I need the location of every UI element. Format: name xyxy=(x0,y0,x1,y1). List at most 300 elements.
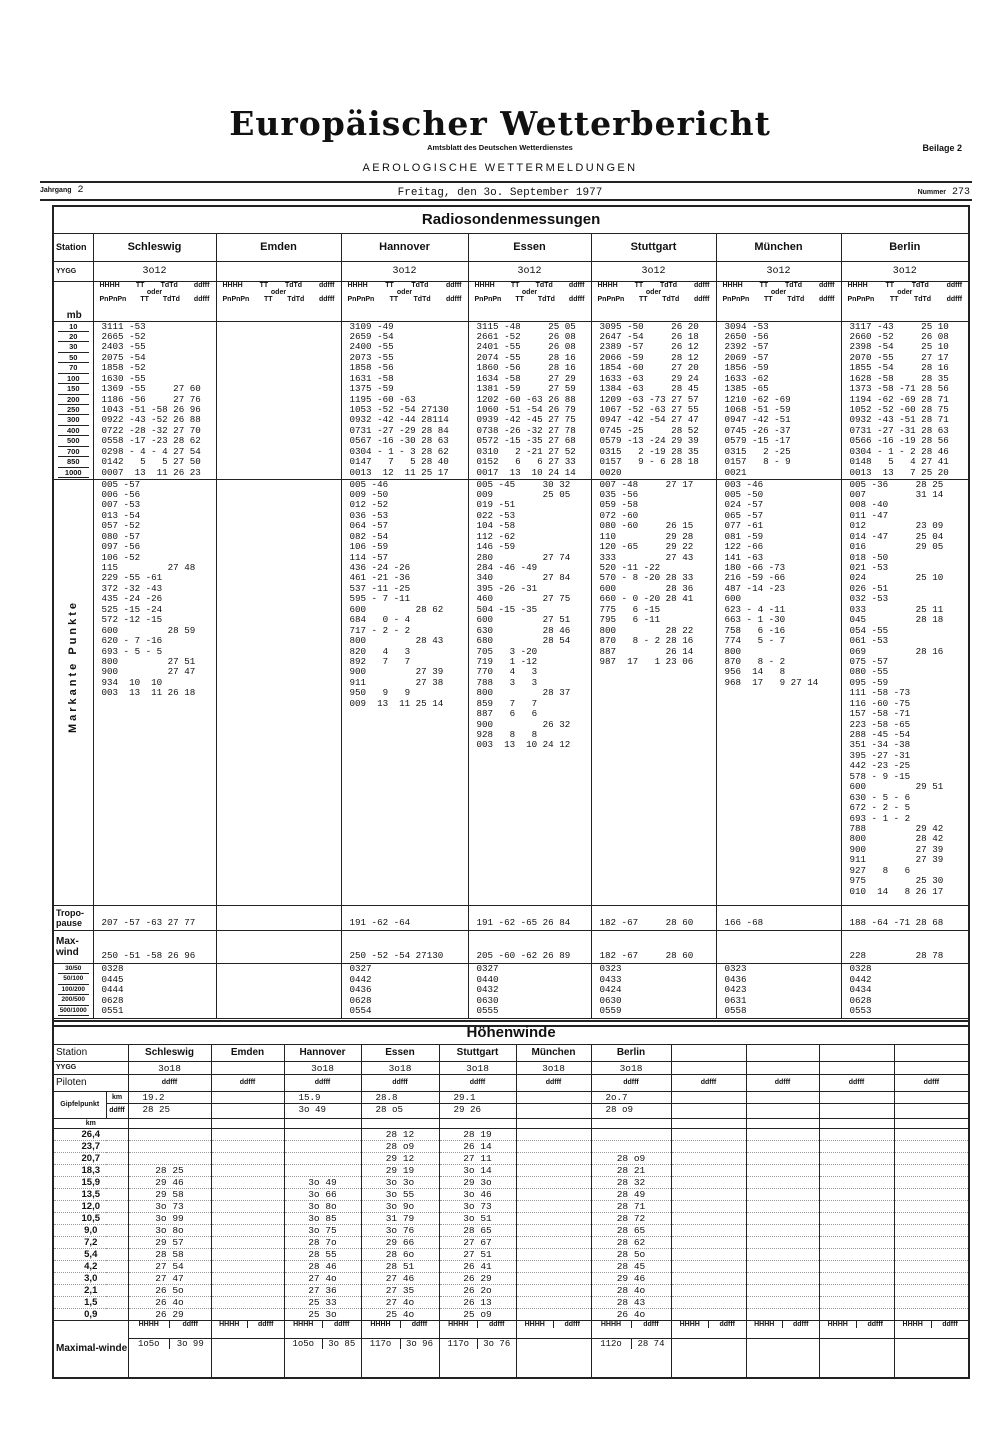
column-code: TT xyxy=(515,295,524,303)
upper-winds-table xyxy=(52,1020,970,1379)
standard-level-row: 0152 6 6 27 33 xyxy=(476,456,576,468)
yygg-label: YYGG xyxy=(53,261,93,281)
wind-value xyxy=(746,1260,819,1272)
significant-point-row: 900 27 47 xyxy=(101,666,196,678)
significant-point-row: 009 25 05 xyxy=(476,488,571,500)
wind-level-label: 2,1 xyxy=(53,1284,128,1296)
station-yygg xyxy=(671,1061,746,1074)
wind-value xyxy=(746,1140,819,1152)
column-header-row xyxy=(469,282,591,289)
standard-level-row: 1202 -60 -63 26 88 xyxy=(476,393,576,405)
wind-value xyxy=(746,1272,819,1284)
standard-level-row: 0142 5 5 27 50 xyxy=(101,456,201,468)
oder-label: oder xyxy=(146,288,163,296)
wind-value xyxy=(516,1212,591,1224)
maxwind-values xyxy=(591,1338,671,1378)
shear-value: 0553 xyxy=(849,1005,872,1016)
wind-value xyxy=(516,1272,591,1284)
upper-winds-title: Höhenwinde xyxy=(53,1021,969,1044)
significant-point-row: 003 13 11 26 18 xyxy=(101,687,196,699)
wind-value: 26 41 xyxy=(439,1260,516,1272)
wind-level-label: 18,3 xyxy=(53,1164,128,1176)
standard-level-row: 1375 -59 xyxy=(349,383,394,395)
wind-level-label: 7,2 xyxy=(53,1236,128,1248)
significant-point-row: 003 -46 xyxy=(724,478,764,490)
station-name: Essen xyxy=(468,233,591,261)
column-header xyxy=(341,281,468,321)
maxwind-value: 250 -52 -54 27130 xyxy=(341,931,468,964)
issue-date: Freitag, den 3o. September 1977 xyxy=(397,187,603,199)
hhhh-label: HHHH xyxy=(129,1321,171,1328)
standard-levels xyxy=(341,321,468,479)
station-name: Emden xyxy=(211,1044,284,1061)
wind-value: 3o 8o xyxy=(128,1224,211,1236)
summit-km: 2o.7 xyxy=(591,1091,671,1103)
wind-value: 28 45 xyxy=(591,1260,671,1272)
shear-value: 0440 xyxy=(476,973,499,985)
wind-level-label: 4,2 xyxy=(53,1260,128,1272)
standard-level-row: 0157 8 - 9 xyxy=(724,456,791,468)
maxwind-header-split xyxy=(747,1321,819,1328)
maxwind-header-split xyxy=(362,1321,439,1328)
standard-level-row: 1060 -51 -54 26 79 xyxy=(476,404,576,415)
wind-value: 29 66 xyxy=(361,1236,439,1248)
oder-label: oder xyxy=(521,288,538,296)
column-header-row xyxy=(94,296,216,303)
wind-value: 3o 51 xyxy=(439,1212,516,1224)
wind-value xyxy=(211,1248,284,1260)
wind-level-label: 9,0 xyxy=(53,1224,128,1236)
hhhh-label: HHHH xyxy=(362,1321,401,1328)
significant-point-row: 758 6 -16 xyxy=(724,624,786,636)
significant-point-row: 229 -55 -61 xyxy=(101,572,163,584)
significant-point-row: 080 -57 xyxy=(101,530,141,542)
shear-value: 0630 xyxy=(599,994,622,1006)
significant-stack xyxy=(94,480,216,699)
standard-level-row: 1385 -65 xyxy=(724,383,769,395)
wind-value xyxy=(516,1152,591,1164)
wind-level-label: 0,9 xyxy=(53,1308,128,1320)
wind-value: 29 12 xyxy=(361,1152,439,1164)
wind-value: 28 65 xyxy=(439,1224,516,1236)
wind-value xyxy=(671,1188,746,1200)
standard-level-row: 1043 -51 -58 26 96 xyxy=(101,404,201,415)
wind-value: 31 79 xyxy=(361,1212,439,1224)
wind-value xyxy=(211,1236,284,1248)
maxwind-height: 1o5o xyxy=(285,1339,324,1349)
standard-level-row: 1634 -58 27 29 xyxy=(476,372,576,384)
wind-level-row xyxy=(53,1248,969,1260)
wind-level-row xyxy=(53,1200,969,1212)
column-code: ddfff xyxy=(318,295,335,303)
report-title: Europäischer Wetterbericht xyxy=(229,104,771,143)
significant-point-row: 122 -66 xyxy=(724,541,764,553)
significant-point-row: 934 10 10 xyxy=(101,676,163,688)
standard-level-row: 0017 13 10 24 14 xyxy=(476,466,576,478)
station-yygg xyxy=(211,1061,284,1074)
wind-value: 28 49 xyxy=(591,1188,671,1200)
ddfff-label: ddfff xyxy=(516,1074,591,1091)
column-header xyxy=(591,281,716,321)
shear-value: 0434 xyxy=(849,984,872,995)
station-name: Stuttgart xyxy=(439,1044,516,1061)
significant-point-row: 911 27 39 xyxy=(849,854,944,866)
wind-value: 3o 8o xyxy=(284,1200,361,1212)
summit-ddfff xyxy=(894,1103,969,1118)
station-name: München xyxy=(716,233,841,261)
station-yygg: 3o18 xyxy=(516,1061,591,1074)
significant-point-row: 036 -53 xyxy=(349,509,389,521)
shear-value: 0551 xyxy=(101,1005,124,1016)
ddfff-label: ddfff xyxy=(591,1074,671,1091)
pressure-level: 100 xyxy=(58,374,89,384)
wind-value: 3o 3o xyxy=(361,1176,439,1188)
wind-value xyxy=(671,1224,746,1236)
ddfff-label: ddfff xyxy=(867,1320,884,1328)
wind-value: 27 35 xyxy=(361,1284,439,1296)
ddfff-label: ddfff xyxy=(792,1320,809,1328)
number-value: 273 xyxy=(951,187,970,198)
wind-value xyxy=(746,1200,819,1212)
station-yygg: 3o12 xyxy=(468,261,591,281)
wind-value: 27 47 xyxy=(128,1272,211,1284)
tropopause-value: 166 -68 xyxy=(716,906,841,931)
wind-value: 25 33 xyxy=(284,1296,361,1308)
wind-value: 28 6o xyxy=(361,1248,439,1260)
maxwind-values xyxy=(516,1338,591,1378)
standard-level-row: 2074 -55 28 16 xyxy=(476,351,576,363)
wind-value: 25 4o xyxy=(361,1308,439,1320)
column-header xyxy=(468,281,591,321)
column-header xyxy=(716,281,841,321)
column-code: ddfff xyxy=(818,281,835,289)
standard-level-row: 1858 -56 xyxy=(349,362,394,374)
significant-point-row: 800 27 51 xyxy=(101,655,196,667)
yygg-label: YYGG xyxy=(53,1061,128,1074)
shear-value: 0327 xyxy=(476,963,499,974)
column-header-row xyxy=(717,296,841,303)
wind-value xyxy=(671,1272,746,1284)
issue-number xyxy=(918,187,970,198)
standard-level-row: 0947 -42 -51 xyxy=(724,414,791,426)
standard-level-row: 0922 -43 -52 26 88 xyxy=(101,414,201,426)
significant-points xyxy=(841,479,969,906)
wind-value xyxy=(746,1284,819,1296)
hhhh-label: HHHH xyxy=(820,1321,858,1328)
summit-ddfff: 3o 49 xyxy=(284,1103,361,1118)
maxwind-header-split xyxy=(517,1321,591,1328)
significant-points xyxy=(591,479,716,906)
maxwind-values xyxy=(211,1338,284,1378)
significant-point-row: 081 -59 xyxy=(724,530,764,542)
significant-point-row: 065 -57 xyxy=(724,509,764,521)
summit-km: 19.2 xyxy=(128,1091,211,1103)
maxwind-values xyxy=(128,1338,211,1378)
blank-cell xyxy=(516,1118,591,1128)
summit-ddfff xyxy=(819,1103,894,1118)
pressure-level: 250 xyxy=(58,405,89,415)
wind-level-label: 3,0 xyxy=(53,1272,128,1284)
maxwind-header xyxy=(361,1320,439,1338)
shear-value: 0628 xyxy=(849,994,872,1006)
standard-level-row: 0745 -26 -37 xyxy=(724,424,791,436)
wind-level-row xyxy=(53,1308,969,1320)
ddfff-label: ddfff xyxy=(128,1074,211,1091)
wind-value xyxy=(746,1176,819,1188)
standard-level-row: 1195 -60 -63 xyxy=(349,393,416,405)
pressure-level: 300 xyxy=(58,415,89,425)
column-code: PnPnPn xyxy=(722,295,750,303)
standard-level-row: 0304 - 1 - 3 28 62 xyxy=(349,445,449,457)
wind-value xyxy=(211,1212,284,1224)
significant-point-row: 288 -45 -54 xyxy=(849,729,911,740)
maxwind-value-split xyxy=(592,1339,671,1349)
significant-point-row: 005 -36 28 25 xyxy=(849,478,944,490)
column-code: TdTd xyxy=(160,281,178,289)
wind-value xyxy=(819,1272,894,1284)
significant-point-row: 600 xyxy=(724,593,742,605)
shear-value: 0433 xyxy=(599,973,622,985)
wind-level-row xyxy=(53,1296,969,1308)
column-code: PnPnPn xyxy=(222,295,250,303)
significant-point-row: 663 - 1 -30 xyxy=(724,614,786,626)
significant-point-row: 595 - 7 -11 xyxy=(349,593,411,605)
standard-level-row: 0579 -15 -17 xyxy=(724,435,791,447)
significant-point-row: 572 -12 -15 xyxy=(101,614,163,626)
number-label: Nummer xyxy=(917,189,946,196)
wind-value: 3o 73 xyxy=(128,1200,211,1212)
piloten-label: Piloten xyxy=(53,1074,128,1091)
wind-value: 28 19 xyxy=(439,1128,516,1140)
standard-level-row: 0731 -27 -31 28 63 xyxy=(849,424,949,436)
column-code: TT xyxy=(759,281,769,289)
wind-value xyxy=(746,1248,819,1260)
standard-level-row: 0148 5 4 27 41 xyxy=(849,456,949,468)
maxwind-value-split xyxy=(285,1339,361,1349)
station-name: München xyxy=(516,1044,591,1061)
significant-point-row: 870 8 - 2 xyxy=(724,655,786,667)
significant-point-row: 157 -58 -71 xyxy=(849,708,911,720)
standard-level-row: 0298 - 4 - 4 27 54 xyxy=(101,445,201,457)
column-code: TT xyxy=(763,295,773,303)
ddfff-label: ddfff xyxy=(488,1320,505,1328)
significant-point-row: 057 -52 xyxy=(101,520,141,532)
wind-value xyxy=(211,1152,284,1164)
significant-point-row: 859 7 7 xyxy=(476,697,538,709)
standard-level-row: 2665 -52 xyxy=(101,330,146,342)
significant-point-row: 887 6 6 xyxy=(476,708,538,720)
summit-ddfff xyxy=(671,1103,746,1118)
significant-point-row: 928 8 8 xyxy=(476,729,538,740)
wind-value: 3o 14 xyxy=(439,1164,516,1176)
standard-level-row: 1631 -58 xyxy=(349,372,394,384)
shear-value: 0630 xyxy=(476,994,499,1006)
standard-level-row: 1858 -52 xyxy=(101,362,146,374)
significant-point-row: 064 -57 xyxy=(349,520,389,532)
blank-cell xyxy=(439,1118,516,1128)
standard-levels xyxy=(468,321,591,479)
column-header-row xyxy=(717,282,841,289)
summit-ddfff xyxy=(746,1103,819,1118)
significant-point-row: 975 25 30 xyxy=(849,875,944,887)
shear-values xyxy=(216,964,341,1019)
wind-value xyxy=(211,1284,284,1296)
standard-level-row: 2070 -55 27 17 xyxy=(849,351,949,363)
ddfff-label: ddfff xyxy=(411,1320,428,1328)
wind-value: 28 62 xyxy=(591,1236,671,1248)
wind-value: 26 4o xyxy=(591,1308,671,1320)
shear-values xyxy=(468,964,591,1019)
station-name: Emden xyxy=(216,233,341,261)
standard-level-row: 2403 -55 xyxy=(101,341,146,353)
standard-level-row: 0745 -25 28 52 xyxy=(599,424,699,436)
station-yygg: 3o12 xyxy=(93,261,216,281)
divider xyxy=(40,181,972,183)
oder-label: oder xyxy=(897,288,913,296)
maxwind-header-split xyxy=(129,1321,211,1328)
maxwind-values xyxy=(746,1338,819,1378)
radiosonde-table xyxy=(52,205,970,1027)
significant-point-row: 006 -56 xyxy=(101,488,141,500)
wind-level-label: 12,0 xyxy=(53,1200,128,1212)
ddfff-label: ddfff xyxy=(894,1074,969,1091)
wind-value xyxy=(671,1140,746,1152)
significant-point-row: 927 8 6 xyxy=(849,864,911,876)
wind-value: 29 57 xyxy=(128,1236,211,1248)
wind-value xyxy=(894,1236,969,1248)
ddfff-label: ddfff xyxy=(643,1320,659,1328)
pressure-level: 70 xyxy=(58,363,89,373)
station-name xyxy=(671,1044,746,1061)
shear-values xyxy=(716,964,841,1019)
significant-point-row: 005 -50 xyxy=(724,488,764,500)
hhhh-label: HHHH xyxy=(517,1321,555,1328)
significant-point-row: 600 28 36 xyxy=(599,582,694,594)
wind-value: 26 14 xyxy=(439,1140,516,1152)
wind-value xyxy=(746,1152,819,1164)
standard-level-row: 1633 -63 29 24 xyxy=(599,372,699,384)
significant-point-row: 950 9 9 xyxy=(349,687,411,699)
blank-cell xyxy=(591,1118,671,1128)
significant-point-row: 284 -46 -49 xyxy=(476,562,538,573)
wind-value: 28 4o xyxy=(591,1284,671,1296)
station-yygg xyxy=(216,261,341,281)
wind-value xyxy=(819,1248,894,1260)
wind-value: 25 3o xyxy=(284,1308,361,1320)
wind-value xyxy=(894,1248,969,1260)
wind-value: 3o 9o xyxy=(361,1200,439,1212)
pressure-level: 10 xyxy=(58,322,89,332)
significant-point-row: 007 -48 27 17 xyxy=(599,478,694,490)
column-code: TT xyxy=(510,281,520,289)
column-code: HHHH xyxy=(347,281,368,289)
column-code: ddfff xyxy=(693,281,710,289)
column-code: ddfff xyxy=(693,295,710,303)
significant-point-row: 106 -52 xyxy=(101,551,141,563)
standard-level-row: 0157 9 - 6 28 18 xyxy=(599,456,699,468)
shear-layer-label: 30/50 xyxy=(58,964,89,974)
significant-point-row: 693 - 5 - 5 xyxy=(101,645,163,657)
standard-level-row: 1210 -62 -69 xyxy=(724,393,791,405)
tropopause-value: 188 -64 -71 28 68 xyxy=(841,906,969,931)
standard-level-row: 0147 7 5 28 40 xyxy=(349,456,449,468)
blank-cell xyxy=(894,1118,969,1128)
column-header-row xyxy=(592,296,716,303)
summit-ddfff: 28 25 xyxy=(128,1103,211,1118)
significant-point-row: 054 -55 xyxy=(849,624,889,636)
column-header-row xyxy=(842,282,969,289)
hhhh-label: HHHH xyxy=(672,1321,710,1328)
standard-level-row: 2400 -55 xyxy=(349,341,394,353)
maxwind-ddfff: 3o 76 xyxy=(483,1338,511,1349)
column-code: TT xyxy=(889,295,899,303)
significant-point-row: 008 -40 xyxy=(849,499,889,511)
significant-point-row: 820 4 3 xyxy=(349,645,411,657)
significant-point-row: 600 28 59 xyxy=(101,624,196,636)
wind-value: 28 25 xyxy=(128,1164,211,1176)
wind-value xyxy=(746,1224,819,1236)
standard-level-row: 2398 -54 25 10 xyxy=(849,341,949,353)
station-name: Schleswig xyxy=(128,1044,211,1061)
significant-point-row: 012 -52 xyxy=(349,499,389,511)
significant-point-row: 069 28 16 xyxy=(849,645,944,657)
wind-value xyxy=(894,1128,969,1140)
shear-value: 0554 xyxy=(349,1005,372,1016)
standard-level-row: 1186 -56 27 76 xyxy=(101,393,201,405)
station-name xyxy=(746,1044,819,1061)
significant-point-row: 372 -32 -43 xyxy=(101,582,163,594)
significant-point-row: 013 -54 xyxy=(101,509,141,521)
significant-stack xyxy=(842,480,969,898)
maxwind-header xyxy=(284,1320,361,1338)
wind-value: 28 55 xyxy=(284,1248,361,1260)
wind-value xyxy=(671,1164,746,1176)
wind-value xyxy=(819,1260,894,1272)
wind-level-row xyxy=(53,1140,969,1152)
wind-value: 27 46 xyxy=(361,1272,439,1284)
wind-value xyxy=(894,1296,969,1308)
maxwind-value-split xyxy=(362,1339,439,1349)
shear-value: 0559 xyxy=(599,1005,622,1016)
column-code: TdTd xyxy=(784,281,803,289)
standard-levels xyxy=(93,321,216,479)
maxwind-ddfff: 3o 85 xyxy=(328,1338,356,1349)
significant-point-row: 005 -45 30 32 xyxy=(476,478,571,490)
summit-km xyxy=(671,1091,746,1103)
report-subtitle: Amtsblatt des Deutschen Wetterdienstes xyxy=(427,143,573,152)
column-code: HHHH xyxy=(597,281,618,289)
shear-value: 0423 xyxy=(724,984,747,995)
column-header-row xyxy=(469,296,591,303)
significant-point-row: 216 -59 -66 xyxy=(724,572,786,584)
wind-value xyxy=(211,1188,284,1200)
station-yygg xyxy=(746,1061,819,1074)
standard-level-row: 0939 -42 -45 27 75 xyxy=(476,414,576,426)
wind-value xyxy=(746,1188,819,1200)
station-yygg: 3o18 xyxy=(128,1061,211,1074)
wind-value xyxy=(284,1164,361,1176)
column-header xyxy=(841,281,969,321)
significant-point-row: 800 28 37 xyxy=(476,687,571,699)
maxwind-value: 250 -51 -58 26 96 xyxy=(93,931,216,964)
wind-value: 3o 66 xyxy=(284,1188,361,1200)
significant-point-row: 487 -14 -23 xyxy=(724,582,786,594)
column-code: ddfff xyxy=(946,295,963,303)
standard-level-row: 1209 -63 -73 27 57 xyxy=(599,393,699,405)
wind-value: 26 29 xyxy=(439,1272,516,1284)
blank-cell xyxy=(671,1118,746,1128)
station-yygg: 3o18 xyxy=(284,1061,361,1074)
